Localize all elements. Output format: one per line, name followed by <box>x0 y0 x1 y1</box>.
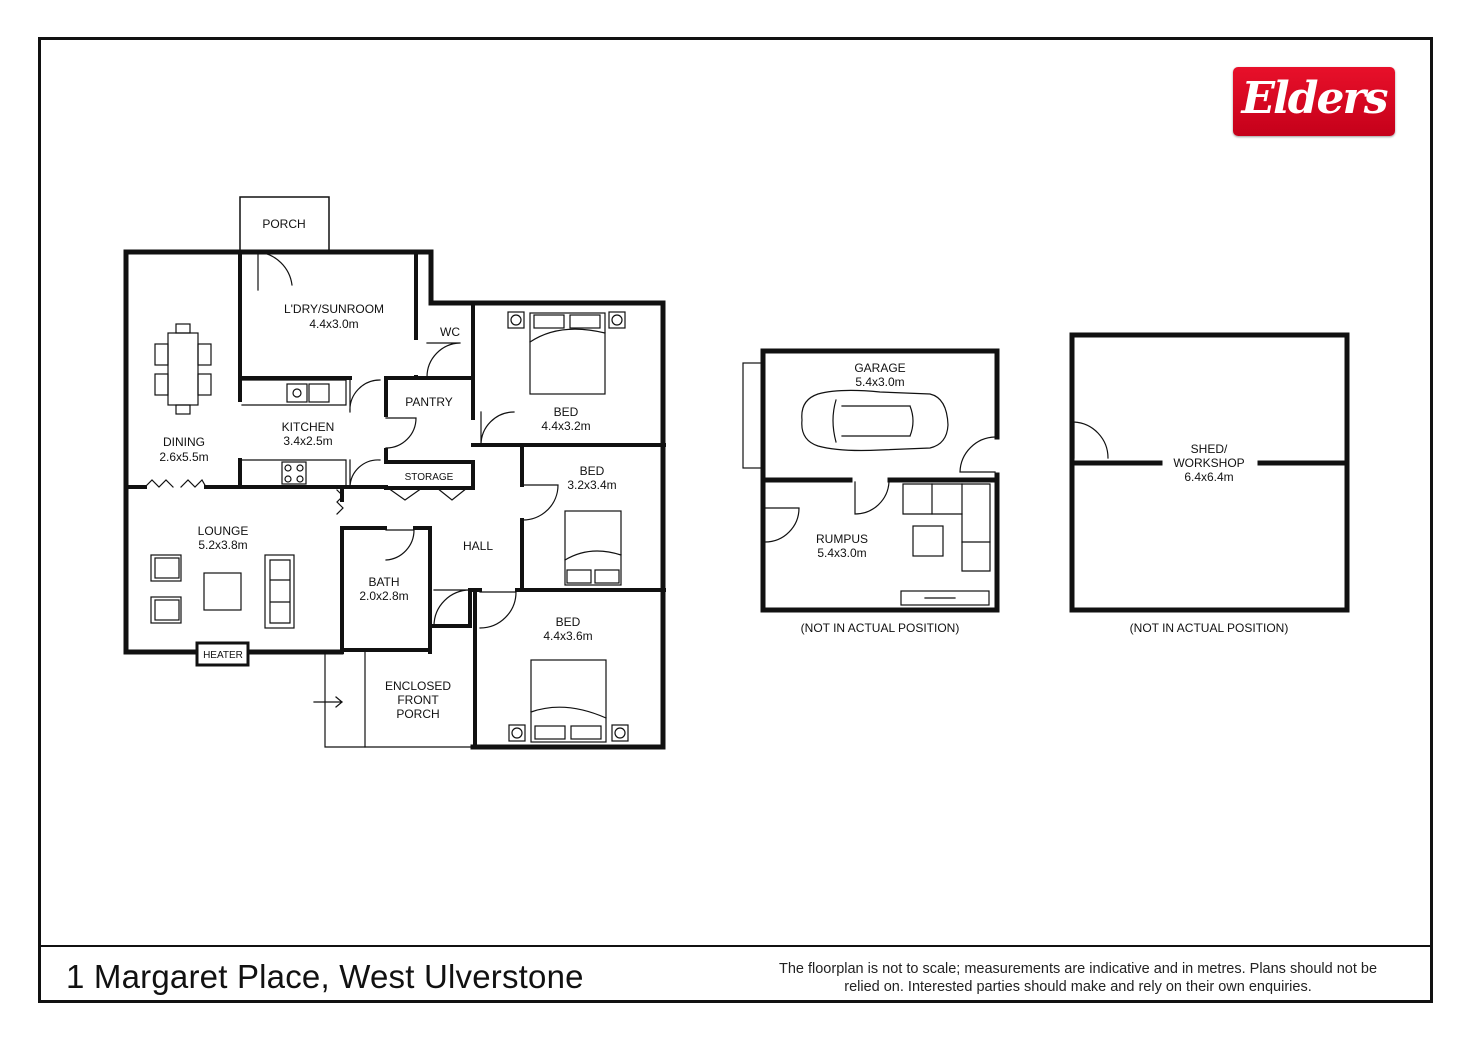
bed-3 <box>509 660 628 742</box>
room-label-pantry: PANTRY <box>405 395 453 409</box>
room-label-front-porch-1: ENCLOSED <box>384 679 452 693</box>
room-size-bed-1: 4.4x3.2m <box>541 419 591 433</box>
room-label-kitchen: KITCHEN <box>281 420 335 434</box>
room-size-rumpus: 5.4x3.0m <box>817 546 867 560</box>
room-size-bath: 2.0x2.8m <box>359 589 409 603</box>
bed-2 <box>565 511 621 585</box>
room-label-wc: WC <box>440 325 460 339</box>
room-label-front-porch-2: FRONT <box>397 693 439 707</box>
room-size-dining: 2.6x5.5m <box>159 450 209 464</box>
room-label-storage: STORAGE <box>404 472 454 483</box>
room-size-lounge: 5.2x3.8m <box>198 538 248 552</box>
dining-table <box>155 324 211 414</box>
lounge-furniture <box>151 555 294 628</box>
room-label-lounge: LOUNGE <box>197 524 249 538</box>
heater-label: HEATER <box>203 650 243 661</box>
room-size-kitchen: 3.4x2.5m <box>283 434 333 448</box>
room-label-porch: PORCH <box>262 217 306 231</box>
room-label-bed-2: BED <box>579 464 605 478</box>
room-size-laundry: 4.4x3.0m <box>309 317 359 331</box>
room-label-bed-1: BED <box>553 405 579 419</box>
elders-logo: Elders <box>1233 67 1395 136</box>
room-label-shed-2: WORKSHOP <box>1173 456 1245 470</box>
main-house-outer-walls <box>126 252 663 747</box>
room-label-garage: GARAGE <box>854 361 906 375</box>
disclaimer-text: The floorplan is not to scale; measurements are indicative and in metres. Plans should not be relied on. Interested parties should make and rely on their own enquiries. <box>778 961 1378 995</box>
interior-walls <box>126 252 664 747</box>
room-label-bath: BATH <box>368 575 400 589</box>
garage-details <box>743 363 995 605</box>
footer-divider <box>38 945 1433 947</box>
room-label-front-porch-3: PORCH <box>396 707 440 721</box>
shed-door <box>1074 422 1108 458</box>
shed-position-note: (NOT IN ACTUAL POSITION) <box>1129 621 1289 635</box>
room-label-rumpus: RUMPUS <box>815 532 869 546</box>
room-label-bed-3: BED <box>555 615 581 629</box>
room-size-shed: 6.4x6.4m <box>1184 470 1234 484</box>
property-address: 1 Margaret Place, West Ulverstone <box>66 958 584 995</box>
room-label-dining: DINING <box>163 435 205 449</box>
room-label-hall: HALL <box>462 539 494 553</box>
bed-1 <box>508 312 625 394</box>
room-size-bed-2: 3.2x3.4m <box>567 478 617 492</box>
room-label-shed-1: SHED/ <box>1190 442 1228 456</box>
room-label-laundry: L'DRY/SUNROOM <box>283 302 385 316</box>
room-size-bed-3: 4.4x3.6m <box>543 629 593 643</box>
garage-position-note: (NOT IN ACTUAL POSITION) <box>800 621 960 635</box>
room-size-garage: 5.4x3.0m <box>855 375 905 389</box>
front-porch-walls <box>314 652 473 747</box>
